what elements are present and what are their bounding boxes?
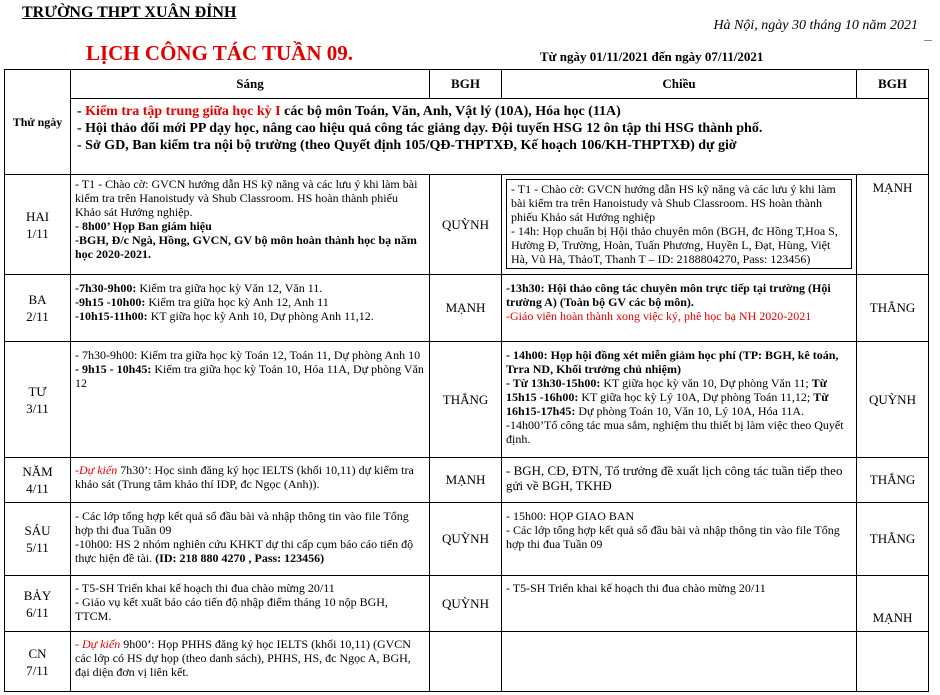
day-cell xyxy=(5,175,71,275)
note-line-3: - Sở GD, Ban kiểm tra nội bộ trường (theo Quyết định 105/QĐ-THPTXĐ, Kế hoạch 106/KH-THPTXĐ) dự giờ xyxy=(77,138,737,153)
morning-item: - Giáo vụ kết xuất báo cáo tiến độ nhập điểm tháng 10 nộp BGH, TTCM. xyxy=(75,595,388,623)
day-cell xyxy=(5,503,71,576)
morning-cell xyxy=(71,342,430,458)
day-cell xyxy=(5,632,71,692)
morning-cell xyxy=(71,175,430,275)
day-date: 4/11 xyxy=(26,481,49,496)
morning-item: -BGH, Đ/c Ngà, Hồng, GVCN, GV bộ môn hoàn thành học bạ năm học 2020-2021. xyxy=(75,233,417,261)
morning-cell xyxy=(71,503,430,576)
table-row-friday xyxy=(5,503,929,576)
morning-item: -Dự kiến 7h30’: Học sinh đăng ký học IELTS (khối 10,11) dự kiểm tra khảo sát (Trung tâm khảo thí IDP, đc Ngọc (Anh)). xyxy=(75,463,414,491)
note-line-2: - Hội thảo đổi mới PP dạy học, nâng cao hiệu quả công tác giảng dạy. Đội tuyển HSG 12 ôn tập thi HSG thành phố. xyxy=(77,121,763,136)
page-title: LỊCH CÔNG TÁC TUẦN 09. xyxy=(86,41,354,65)
bgh-morning-column-header: BGH xyxy=(430,70,502,99)
bgh-morning-cell: THẮNG xyxy=(430,342,502,458)
afternoon-item: - 14h: Họp chuẩn bị Hội thảo chuyên môn (BGH, đc Hồng T,Hoa S, Hường Đ, Trường, Hoàn, Tuấn Phương, Huyền L, Đạt, Hùng, Việt Hà, Vũ Hà, ThảoT, Thanh T – ID: 2188804270, Pass: 123456) xyxy=(511,224,838,266)
morning-cell xyxy=(71,458,430,503)
afternoon-column-header: Chiều xyxy=(502,70,857,99)
morning-item: - T1 - Chào cờ: GVCN hướng dẫn HS kỹ năng và các lưu ý khi làm bài kiểm tra trên Hanoistudy và Shub Classroom. HS hoàn thành phiếu Khảo sát Hướng nghiệp. xyxy=(75,177,418,219)
day-column-header: Thứ ngày xyxy=(5,70,71,175)
general-notes-row xyxy=(5,99,929,175)
bgh-morning-cell: MẠNH xyxy=(430,458,502,503)
afternoon-cell xyxy=(502,342,857,458)
morning-item: - 7h30-9h00: Kiểm tra giữa học kỳ Toán 12, Toán 11, Dự phòng Anh 10 xyxy=(75,348,421,362)
school-name: TRƯỜNG THPT XUÂN ĐỈNH xyxy=(22,4,237,21)
bgh-afternoon-cell: MẠNH xyxy=(857,175,929,275)
afternoon-item: -14h00’Tổ công tác mua sắm, nghiệm thu thiết bị làm việc theo Quyết định. xyxy=(506,418,844,446)
bgh-afternoon-cell: QUỲNH xyxy=(857,342,929,458)
table-row-tuesday xyxy=(5,275,929,342)
note-line-1-rest: các bộ môn Toán, Văn, Anh, Vật lý (10A), Hóa học (11A) xyxy=(280,104,621,119)
bgh-morning-cell: QUỲNH xyxy=(430,175,502,275)
day-name: HAI xyxy=(25,208,50,224)
note-prefix: - xyxy=(77,104,86,119)
afternoon-item: - 15h00: HỌP GIAO BAN xyxy=(506,509,635,523)
morning-item: - Dự kiến 9h00’: Họp PHHS đăng ký học IELTS (khối 10,11) (GVCN các lớp có HS dự họp (theo danh sách), PHHS, HS, đc Ngọc A, BGH, đại diện đơn vị liên kết. xyxy=(75,637,411,679)
day-name: BA xyxy=(28,292,47,307)
afternoon-cell xyxy=(502,458,857,503)
bgh-afternoon-cell xyxy=(857,632,929,692)
afternoon-item: - Từ 13h30-15h00: KT giữa học kỳ văn 10, Dự phòng Văn 11; Từ 15h15 -16h00: KT giữa học kỳ Lý 10A, Dự phòng Toán 11,12; Từ 16h15-17h45: Dự phòng Toán 10, Văn 10, Lý 10A, Hóa 11A. xyxy=(506,376,829,418)
dateline: Hà Nội, ngày 30 tháng 10 năm 2021 xyxy=(713,18,918,33)
bgh-morning-cell: QUỲNH xyxy=(430,503,502,576)
bgh-afternoon-cell: THẮNG xyxy=(857,503,929,576)
afternoon-boxed-item xyxy=(506,179,852,269)
header-row xyxy=(5,70,929,99)
bgh-afternoon-column-header: BGH xyxy=(857,70,929,99)
day-date: 5/11 xyxy=(26,540,49,555)
day-date: 7/11 xyxy=(26,662,49,678)
page-corner-mark xyxy=(924,40,932,41)
bgh-morning-cell: MẠNH xyxy=(430,275,502,342)
morning-item: -10h00: HS 2 nhóm nghiên cứu KHKT dự thi cấp cụm báo cáo tiến độ thực hiện đề tài. (ID: 218 880 4270 , Pass: 123456) xyxy=(75,537,414,565)
afternoon-item: -Giáo viên hoàn thành xong việc ký, phê học bạ NH 2020-2021 xyxy=(506,309,812,323)
morning-item: -9h15 -10h00: Kiểm tra giữa học kỳ Anh 12, Anh 11 xyxy=(75,295,329,309)
note-line-1 xyxy=(77,103,857,120)
day-cell xyxy=(5,342,71,458)
afternoon-cell xyxy=(502,175,857,275)
bgh-afternoon-cell: MẠNH xyxy=(857,576,929,632)
general-notes xyxy=(71,99,857,175)
morning-item: -7h30-9h00: Kiểm tra giữa học kỳ Văn 12, Văn 11. xyxy=(75,281,323,295)
morning-item: - 9h15 - 10h45: Kiểm tra giữa học kỳ Toán 10, Hóa 11A, Dự phòng Văn 12 xyxy=(75,362,424,390)
morning-cell xyxy=(71,632,430,692)
afternoon-cell xyxy=(502,576,857,632)
table-row-monday xyxy=(5,175,929,275)
afternoon-item: -13h30: Hội thảo công tác chuyên môn trực tiếp tại trường (Hội trường A) (Toàn bộ GV các bộ môn). xyxy=(506,281,831,309)
day-name: BẢY xyxy=(23,587,52,603)
table-row-sunday xyxy=(5,632,929,692)
morning-column-header: Sáng xyxy=(71,70,430,99)
table-row-wednesday xyxy=(5,342,929,458)
day-name: NĂM xyxy=(22,464,53,479)
day-date: 2/11 xyxy=(26,309,49,324)
morning-item: - Các lớp tổng hợp kết quả sổ đầu bài và nhập thông tin vào file Tổng hợp thi đua Tuần 09 xyxy=(75,509,409,537)
day-cell xyxy=(5,576,71,632)
afternoon-item: - 14h00: Họp hội đồng xét miễn giảm học phí (TP: BGH, kê toán, Trra ND, Khối trưởng chủ nhiệm) xyxy=(506,348,839,376)
afternoon-cell xyxy=(502,632,857,692)
afternoon-item: - T5-SH Triển khai kế hoạch thi đua chào mừng 20/11 xyxy=(506,581,766,595)
morning-cell xyxy=(71,576,430,632)
table-row-thursday xyxy=(5,458,929,503)
day-cell xyxy=(5,275,71,342)
afternoon-cell xyxy=(502,503,857,576)
day-date: 1/11 xyxy=(26,225,49,241)
notes-filler xyxy=(857,99,929,175)
day-name: TƯ xyxy=(28,383,47,399)
bgh-afternoon-cell: THẮNG xyxy=(857,458,929,503)
date-range: Từ ngày 01/11/2021 đến ngày 07/11/2021 xyxy=(540,49,764,64)
day-cell xyxy=(5,458,71,503)
day-name: SÁU xyxy=(24,523,51,538)
table-row-saturday xyxy=(5,576,929,632)
day-date: 6/11 xyxy=(26,604,49,620)
afternoon-item: - T1 - Chào cờ: GVCN hướng dẫn HS kỹ năng và các lưu ý khi làm bài kiểm tra trên Hanoistudy và Shub Classroom. HS hoàn thành phiếu Khảo sát Hướng nghiệp xyxy=(511,182,836,224)
day-name: CN xyxy=(28,645,47,661)
schedule-table xyxy=(4,69,929,692)
morning-item: - 8h00’ Họp Ban giám hiệu xyxy=(75,219,212,233)
day-date: 3/11 xyxy=(26,400,49,416)
bgh-afternoon-cell: THẮNG xyxy=(857,275,929,342)
bgh-morning-cell: QUỲNH xyxy=(430,576,502,632)
morning-item: -10h15-11h00: KT giữa học kỳ Anh 10, Dự phòng Anh 11,12. xyxy=(75,309,374,323)
bgh-morning-cell xyxy=(430,632,502,692)
morning-item: - T5-SH Triển khai kế hoạch thi đua chào mừng 20/11 xyxy=(75,581,335,595)
note-highlight: Kiểm tra tập trung giữa học kỳ I xyxy=(85,104,281,119)
afternoon-item: - Các lớp tổng hợp kết quả sổ đầu bài và nhập thông tin vào file Tổng hợp thi đua Tuần 09 xyxy=(506,523,840,551)
afternoon-item: - BGH, CĐ, ĐTN, Tổ trưởng đề xuất lịch công tác tuần tiếp theo gửi về BGH, TKHĐ xyxy=(506,463,843,493)
afternoon-cell xyxy=(502,275,857,342)
morning-cell xyxy=(71,275,430,342)
